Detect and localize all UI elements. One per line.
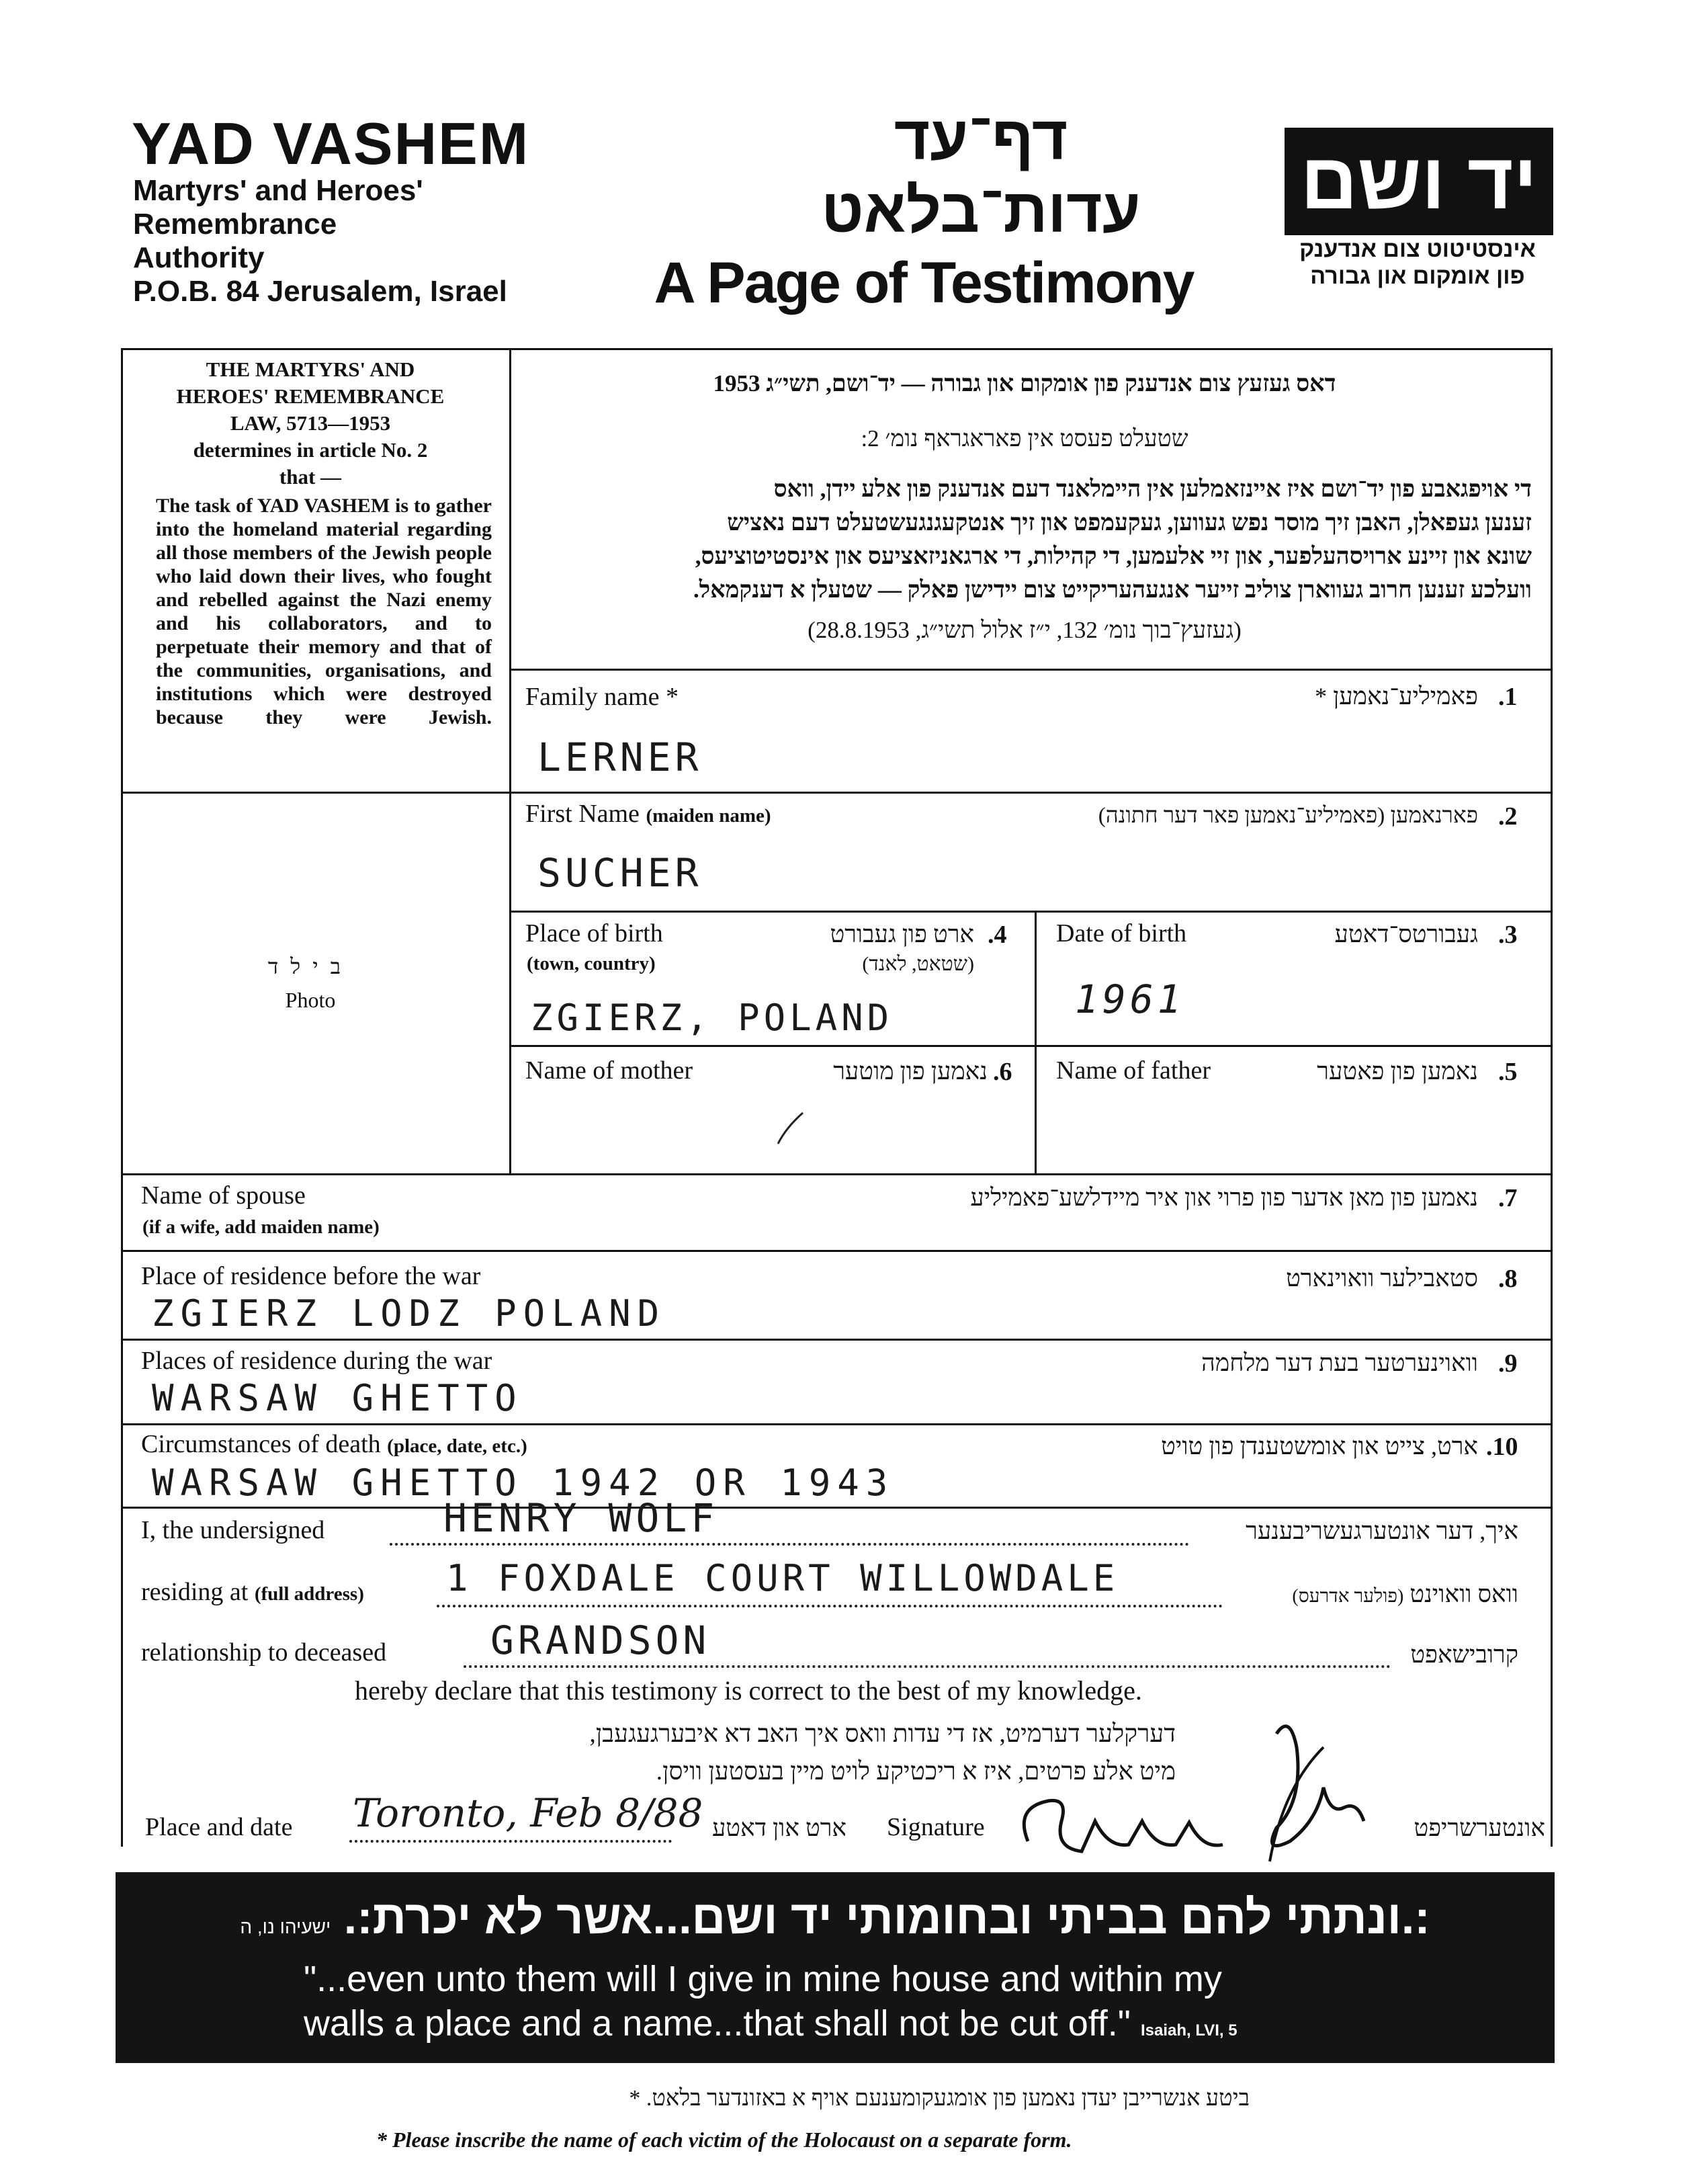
org-line-1: Martyrs' and Heroes'	[133, 174, 423, 207]
field-number-7: .7	[1498, 1184, 1518, 1212]
relationship-value[interactable]: GRANDSON	[490, 1618, 711, 1663]
residing-value[interactable]: 1 FOXDALE COURT WILLOWDALE	[446, 1557, 1119, 1599]
place-date-heb-label: ארט און דאטע	[711, 1814, 846, 1841]
circumstances-heb-label: ארט, צייט און אומשטענדן פון טויט	[1161, 1433, 1478, 1460]
first-name-heb-label: פארנאמען (פאמיליע־נאמען פאר דער חתונה)	[1098, 804, 1478, 828]
law-heb-line-4: זענען געפאלן, האבן זיך מוסר נפש געווען, געקעמפט און זיך אנטקעגנגעשטעלט דעם נאציש	[727, 509, 1532, 536]
banner-en-ref: Isaiah, LVI, 5	[1140, 2021, 1238, 2040]
law-heb-line-1: דאס געזעץ צום אנדענק פון אומקום און גבורה — יד־ושם, תשי״ג 1953	[713, 370, 1336, 396]
father-name-label: Name of father	[1056, 1056, 1211, 1085]
residing-line	[437, 1605, 1223, 1607]
declaration-heb-line-1: דערקלער דערמיט, אז די עדות וואס איך האב דא איבערגעגעבן,	[589, 1720, 1176, 1748]
residing-heb-label	[1229, 1582, 1518, 1606]
residing-heb-sub: (פולער אדרעס)	[1292, 1586, 1404, 1607]
relationship-line	[464, 1665, 1391, 1668]
law-box-body: The task of YAD VASHEM is to gather into the homeland material regarding all those members of the Jewish people who laid down their lives, who fought and rebelled against the Nazi enemy and his collaborators, and to perpetuate their memory and that of the communities, organisations, and institutions which were destroyed because they were Jewish.	[156, 495, 492, 728]
declaration-heb-line-2: מיט אלע פרטים, איז א ריכטיקע לויט מיין בעסטען וויסן.	[656, 1758, 1176, 1786]
law-title-line-2: HEROES' REMEMBRANCE	[176, 384, 445, 408]
signature-label: Signature	[887, 1813, 985, 1841]
field-number-5: .5	[1498, 1058, 1518, 1086]
field-number-6: .6	[993, 1058, 1012, 1086]
date-of-birth-value[interactable]: 1961	[1075, 976, 1185, 1022]
heb-title-1: דף־עד	[894, 104, 1068, 173]
banner-heb-ref: ישעיהו נו, ה	[240, 1917, 331, 1937]
law-heb-line-2: שטעלט פעסט אין פאראגראף נומ׳ 2:	[861, 425, 1188, 452]
pen-mark-icon	[773, 1109, 813, 1149]
date-of-birth-label: Date of birth	[1056, 919, 1187, 948]
law-box-title	[129, 356, 492, 491]
field-number-9: .9	[1498, 1349, 1518, 1378]
mother-name-label: Name of mother	[525, 1056, 693, 1085]
law-heb-line-5: שונא און זיינע ארויסהעלפער, און זיי אלעמען, די קהילות, די ארגאניזאציעס און אינסטיטוציעס,	[695, 543, 1532, 569]
law-title-line-1: THE MARTYRS' AND	[206, 358, 415, 381]
banner-en-line-2-text: walls a place and a name...that shall not be cut off."	[304, 2003, 1131, 2044]
org-address: P.O.B. 84 Jerusalem, Israel	[133, 275, 507, 308]
residing-label-sub: (full address)	[254, 1583, 364, 1605]
law-title-line-3: LAW, 5713—1953	[230, 411, 391, 435]
signature-icon[interactable]	[1008, 1707, 1384, 1868]
field-number-4: .4	[988, 921, 1007, 949]
first-name-value[interactable]: SUCHER	[537, 850, 703, 896]
org-line-2: Remembrance	[133, 208, 337, 241]
relationship-label: relationship to deceased	[141, 1638, 387, 1667]
field-number-8: .8	[1498, 1265, 1518, 1293]
photo-label: Photo	[285, 988, 336, 1012]
law-heb-line-3: די אויפגאבע פון יד־ושם איז איינזאמלען אין היימלאנד דעם אנדענק פון אלע יידן, וואס	[773, 476, 1532, 502]
father-name-heb-label: נאמען פון פאטער	[1317, 1058, 1478, 1085]
footer-note-heb: ביטע אנשרייבן יעדן נאמען פון אומגעקומענעם אויף א באזונדער בלאט. *	[629, 2086, 1250, 2111]
heb-title-2: עדות־בלאט	[821, 177, 1141, 245]
place-date-label: Place and date	[145, 1813, 293, 1841]
banner-heb-quote	[116, 1891, 1555, 1943]
residence-before-label: Place of residence before the war	[141, 1262, 481, 1290]
relationship-heb-label: קרובישאפט	[1410, 1641, 1518, 1668]
undersigned-heb-label: איך, דער אונטערגעשריבענער	[1246, 1517, 1518, 1544]
place-date-line	[349, 1840, 672, 1843]
circumstances-label-text: Circumstances of death	[141, 1430, 381, 1458]
footer-note: * Please inscribe the name of each victim of the Holocaust on a separate form.	[376, 2128, 1072, 2152]
place-of-birth-label: Place of birth	[525, 919, 663, 948]
place-of-birth-heb-sub: (שטאט, לאנד)	[862, 953, 974, 975]
place-of-birth-value[interactable]: ZGIERZ, POLAND	[531, 997, 894, 1039]
photo-label-heb: בילד	[267, 954, 353, 978]
banner-en-line-1: "...even unto them will I give in mine house and within my	[304, 1959, 1222, 1999]
law-title-line-4: determines in article No. 2	[193, 438, 428, 462]
spouse-name-label: Name of spouse	[141, 1181, 306, 1210]
circumstances-label	[141, 1431, 527, 1457]
family-name-heb-label: פאמיליע־נאמען *	[1315, 683, 1478, 710]
logo-subtitle-2: פון אומקום און גבורה	[1310, 263, 1525, 289]
residence-during-heb-label: וואוינערטער בעת דער מלחמה	[1201, 1349, 1478, 1376]
first-name-label-text: First Name	[525, 800, 640, 828]
circumstances-label-sub: (place, date, etc.)	[387, 1435, 527, 1457]
page-title: A Page of Testimony	[654, 251, 1194, 315]
banner-heb-text: :.ונתתי להם בביתי ובחומותי יד ושם...אשר לא יכרת:.	[343, 1891, 1430, 1943]
field-number-2: .2	[1498, 802, 1518, 831]
family-name-value[interactable]: LERNER	[537, 734, 703, 780]
org-title: YAD VASHEM	[132, 110, 530, 177]
undersigned-value[interactable]: HENRY WOLF	[443, 1495, 719, 1541]
yad-vashem-logo: יד ושם	[1285, 128, 1553, 235]
residing-label-text: residing at	[141, 1578, 249, 1606]
residing-heb-text: וואס וואוינט	[1409, 1581, 1518, 1607]
residence-during-label: Places of residence during the war	[141, 1347, 492, 1375]
first-name-label-sub: (maiden name)	[646, 805, 771, 827]
first-name-label	[525, 801, 771, 827]
place-of-birth-sub: (town, country)	[527, 953, 656, 974]
field-number-3: .3	[1498, 921, 1518, 949]
law-title-line-5: that —	[279, 465, 342, 489]
field-number-10: .10	[1486, 1433, 1518, 1461]
residence-during-value[interactable]: WARSAW GHETTO	[152, 1377, 523, 1419]
field-number-1: .1	[1498, 683, 1518, 711]
logo-subtitle-1: אינסטיטוט צום אנדענק	[1299, 237, 1536, 262]
date-of-birth-heb-label: געבורטס־דאטע	[1334, 921, 1478, 948]
declaration-text: hereby declare that this testimony is correct to the best of my knowledge.	[355, 1675, 1142, 1706]
spouse-name-sub: (if a wife, add maiden name)	[142, 1216, 380, 1238]
mother-name-heb-label: נאמען פון מוטער	[833, 1058, 988, 1085]
signature-heb-label: אונטערשריפט	[1414, 1814, 1545, 1841]
banner-en-line-2	[304, 2005, 1238, 2042]
residing-label	[141, 1579, 364, 1605]
residence-before-value[interactable]: ZGIERZ LODZ POLAND	[152, 1292, 666, 1335]
circumstances-value[interactable]: WARSAW GHETTO 1942 OR 1943	[152, 1462, 895, 1504]
place-of-birth-heb-label: ארט פון געבורט	[830, 921, 974, 948]
residence-before-heb-label: סטאבילער וואוינארט	[1286, 1265, 1478, 1292]
family-name-label: Family name *	[525, 683, 679, 711]
undersigned-label: I, the undersigned	[141, 1516, 325, 1544]
spouse-name-heb-label: נאמען פון מאן אדער פון פרוי און איר מיידלשע־פאמיליע	[970, 1184, 1478, 1211]
undersigned-line	[390, 1543, 1189, 1546]
quote-banner	[116, 1872, 1555, 2063]
place-date-value[interactable]: Toronto, Feb 8/88	[353, 1790, 703, 1836]
law-heb-line-7: (געזעץ־בוך נומ׳ 132, י״ז אלול תשי״ג, 28.8.1953)	[808, 617, 1242, 643]
org-line-3: Authority	[133, 241, 265, 274]
law-heb-line-6: וועלכע זענען חרוב געווארן צוליב זייער אנגעהעריקייט צום יידישן פאלק — שטעלן א דענקמאל.	[693, 577, 1532, 603]
